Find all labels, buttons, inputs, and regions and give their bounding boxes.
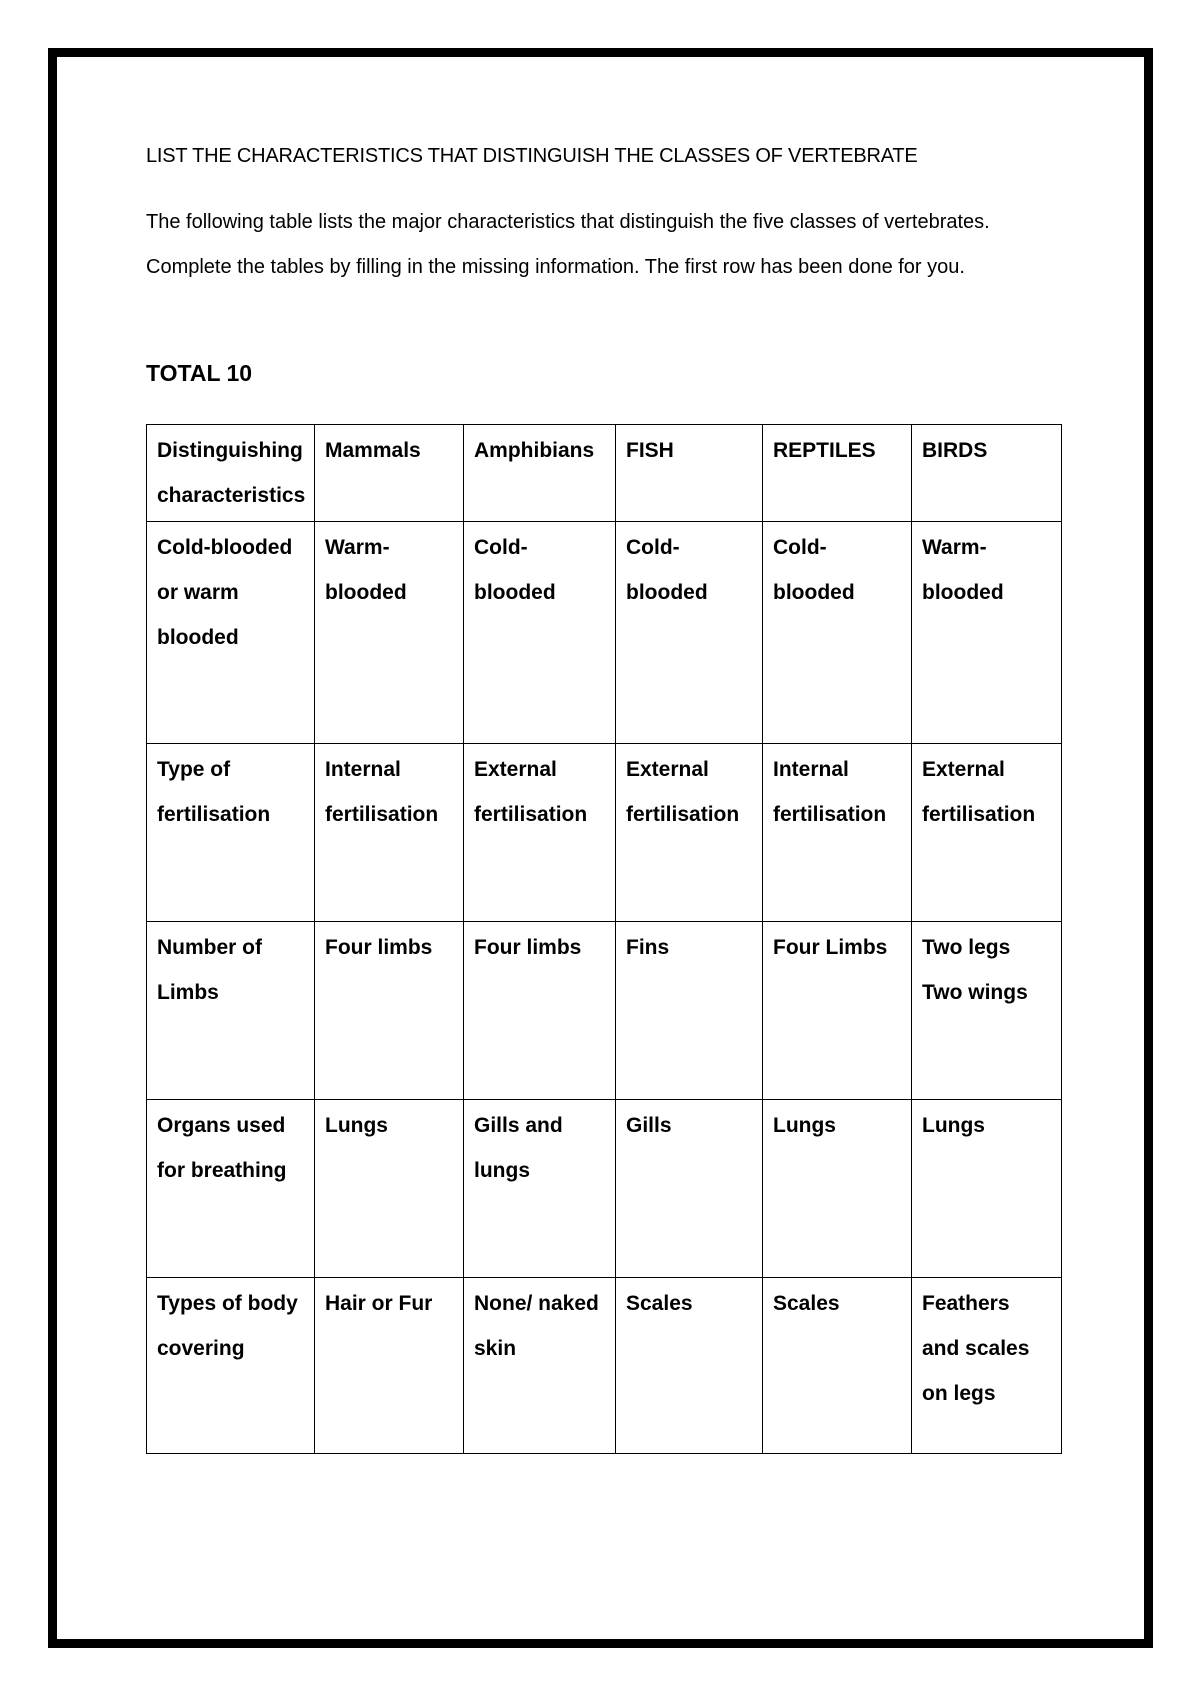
table-cell: Two legs Two wings [912, 922, 1062, 1100]
table-cell: Organs used for breathing [147, 1100, 315, 1278]
table-header-row [147, 425, 1062, 522]
table-cell: Gills [616, 1100, 763, 1278]
table-row [147, 522, 1062, 744]
vertebrate-characteristics-table [146, 424, 1062, 1454]
table-cell: Four Limbs [763, 922, 912, 1100]
table-cell: Number of Limbs [147, 922, 315, 1100]
table-row [147, 1100, 1062, 1278]
table-cell: Internal fertilisation [315, 744, 464, 922]
header-cell: FISH [616, 425, 763, 522]
table-cell: None/ naked skin [464, 1278, 616, 1454]
table-cell: Feathers and scales on legs [912, 1278, 1062, 1454]
table-cell: External fertilisation [464, 744, 616, 922]
table-cell: Cold-blooded [464, 522, 616, 744]
table-cell: Lungs [912, 1100, 1062, 1278]
table-cell: Gills and lungs [464, 1100, 616, 1278]
table-cell: Fins [616, 922, 763, 1100]
table-cell: External fertilisation [912, 744, 1062, 922]
table-cell: Scales [763, 1278, 912, 1454]
table-cell: Lungs [763, 1100, 912, 1278]
table-cell: Four limbs [464, 922, 616, 1100]
intro-paragraph: The following table lists the major characteristics that distinguish the five classes of vertebrates. Complete the tables by filling in the missing information. The first row has been done for you. [146, 211, 990, 278]
table-cell: Types of body covering [147, 1278, 315, 1454]
table-row [147, 1278, 1062, 1454]
table-cell: Cold-blooded [763, 522, 912, 744]
header-cell: BIRDS [912, 425, 1062, 522]
table-cell: Hair or Fur [315, 1278, 464, 1454]
table-cell: Four limbs [315, 922, 464, 1100]
page-title: LIST THE CHARACTERISTICS THAT DISTINGUISH THE CLASSES OF VERTEBRATE [146, 145, 918, 167]
table-row [147, 922, 1062, 1100]
table-cell: Internal fertilisation [763, 744, 912, 922]
table-cell: Scales [616, 1278, 763, 1454]
header-cell: Amphibians [464, 425, 616, 522]
table-cell: Cold-blooded or warm blooded [147, 522, 315, 744]
table-cell: Type of fertilisation [147, 744, 315, 922]
header-cell: REPTILES [763, 425, 912, 522]
total-marks: TOTAL 10 [146, 360, 253, 386]
table-cell: Warm-blooded [912, 522, 1062, 744]
table-row [147, 744, 1062, 922]
table-cell: External fertilisation [616, 744, 763, 922]
header-cell: Mammals [315, 425, 464, 522]
table-cell: Lungs [315, 1100, 464, 1278]
table-cell: Cold-blooded [616, 522, 763, 744]
header-cell: Distinguishing characteristics [147, 425, 315, 522]
table-cell: Warm-blooded [315, 522, 464, 744]
